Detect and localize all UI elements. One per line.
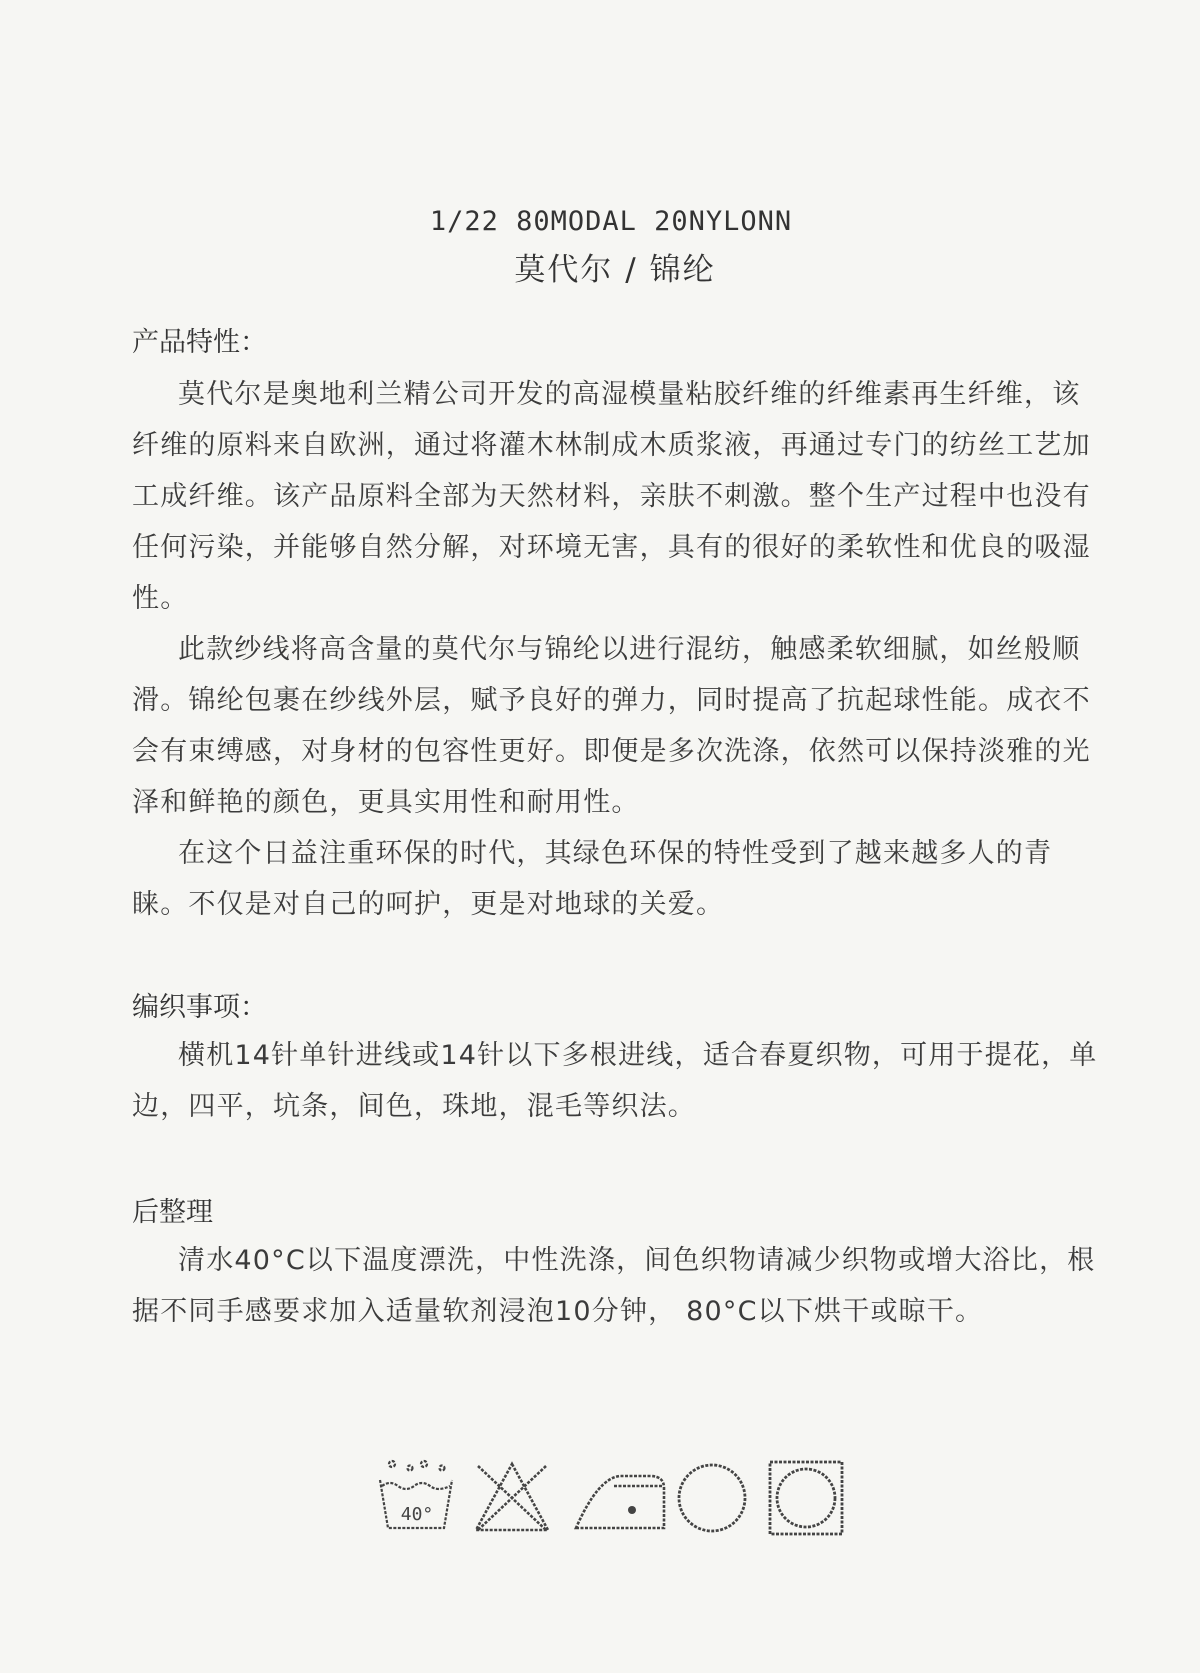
title-chinese: 莫代尔 / 锦纶 <box>514 252 716 288</box>
title-english: 1/22 80MODAL 20NYLONN <box>429 206 793 237</box>
section-heading: 产品特性： <box>132 327 267 358</box>
paragraph: 莫代尔是奥地利兰精公司开发的高湿模量粘胶纤维的纤维素再生纤维，该纤维的原料来自欧洲，通过将灌木林制成木质浆液，再通过专门的纺丝工艺加工成纤维。该产品原料全部为天然材料，亲肤不刺激。整个生产过程中也没有任何污染，并能够自然分解，对环境无害，具有的很好的柔软性和优良的吸湿性。 <box>132 379 1091 614</box>
section-product-features <box>132 325 1102 930</box>
do-not-bleach-icon <box>472 1458 552 1538</box>
dry-clean-icon <box>672 1458 752 1538</box>
paragraph: 清水40°C以下温度漂洗，中性洗涤，间色织物请减少织物或增大浴比，根据不同手感要求加入适量软剂浸泡10分钟， 80°C以下烘干或晾干。 <box>132 1245 1096 1327</box>
section-heading: 后整理 <box>132 1197 213 1228</box>
section-finishing <box>132 1195 1102 1337</box>
wash-temperature-label: 40° <box>400 1504 434 1525</box>
care-symbols <box>376 1458 856 1538</box>
section-knitting-notes <box>132 990 1102 1132</box>
paragraph: 横机14针单针进线或14针以下多根进线，适合春夏织物，可用于提花，单边，四平，坑条，间色，珠地，混毛等织法。 <box>132 1040 1098 1122</box>
wash-40-icon <box>376 1458 456 1538</box>
iron-low-icon <box>570 1458 670 1538</box>
paragraph: 在这个日益注重环保的时代，其绿色环保的特性受到了越来越多人的青睐。不仅是对自己的呵护，更是对地球的关爱。 <box>132 838 1053 920</box>
paragraph: 此款纱线将高含量的莫代尔与锦纶以进行混纺，触感柔软细腻，如丝般顺滑。锦纶包裹在纱线外层，赋予良好的弹力，同时提高了抗起球性能。成衣不会有束缚感，对身材的包容性更好。即便是多次洗涤，依然可以保持淡雅的光泽和鲜艳的颜色，更具实用性和耐用性。 <box>132 634 1091 818</box>
tumble-dry-icon <box>766 1458 846 1538</box>
section-heading: 编织事项： <box>132 992 267 1023</box>
